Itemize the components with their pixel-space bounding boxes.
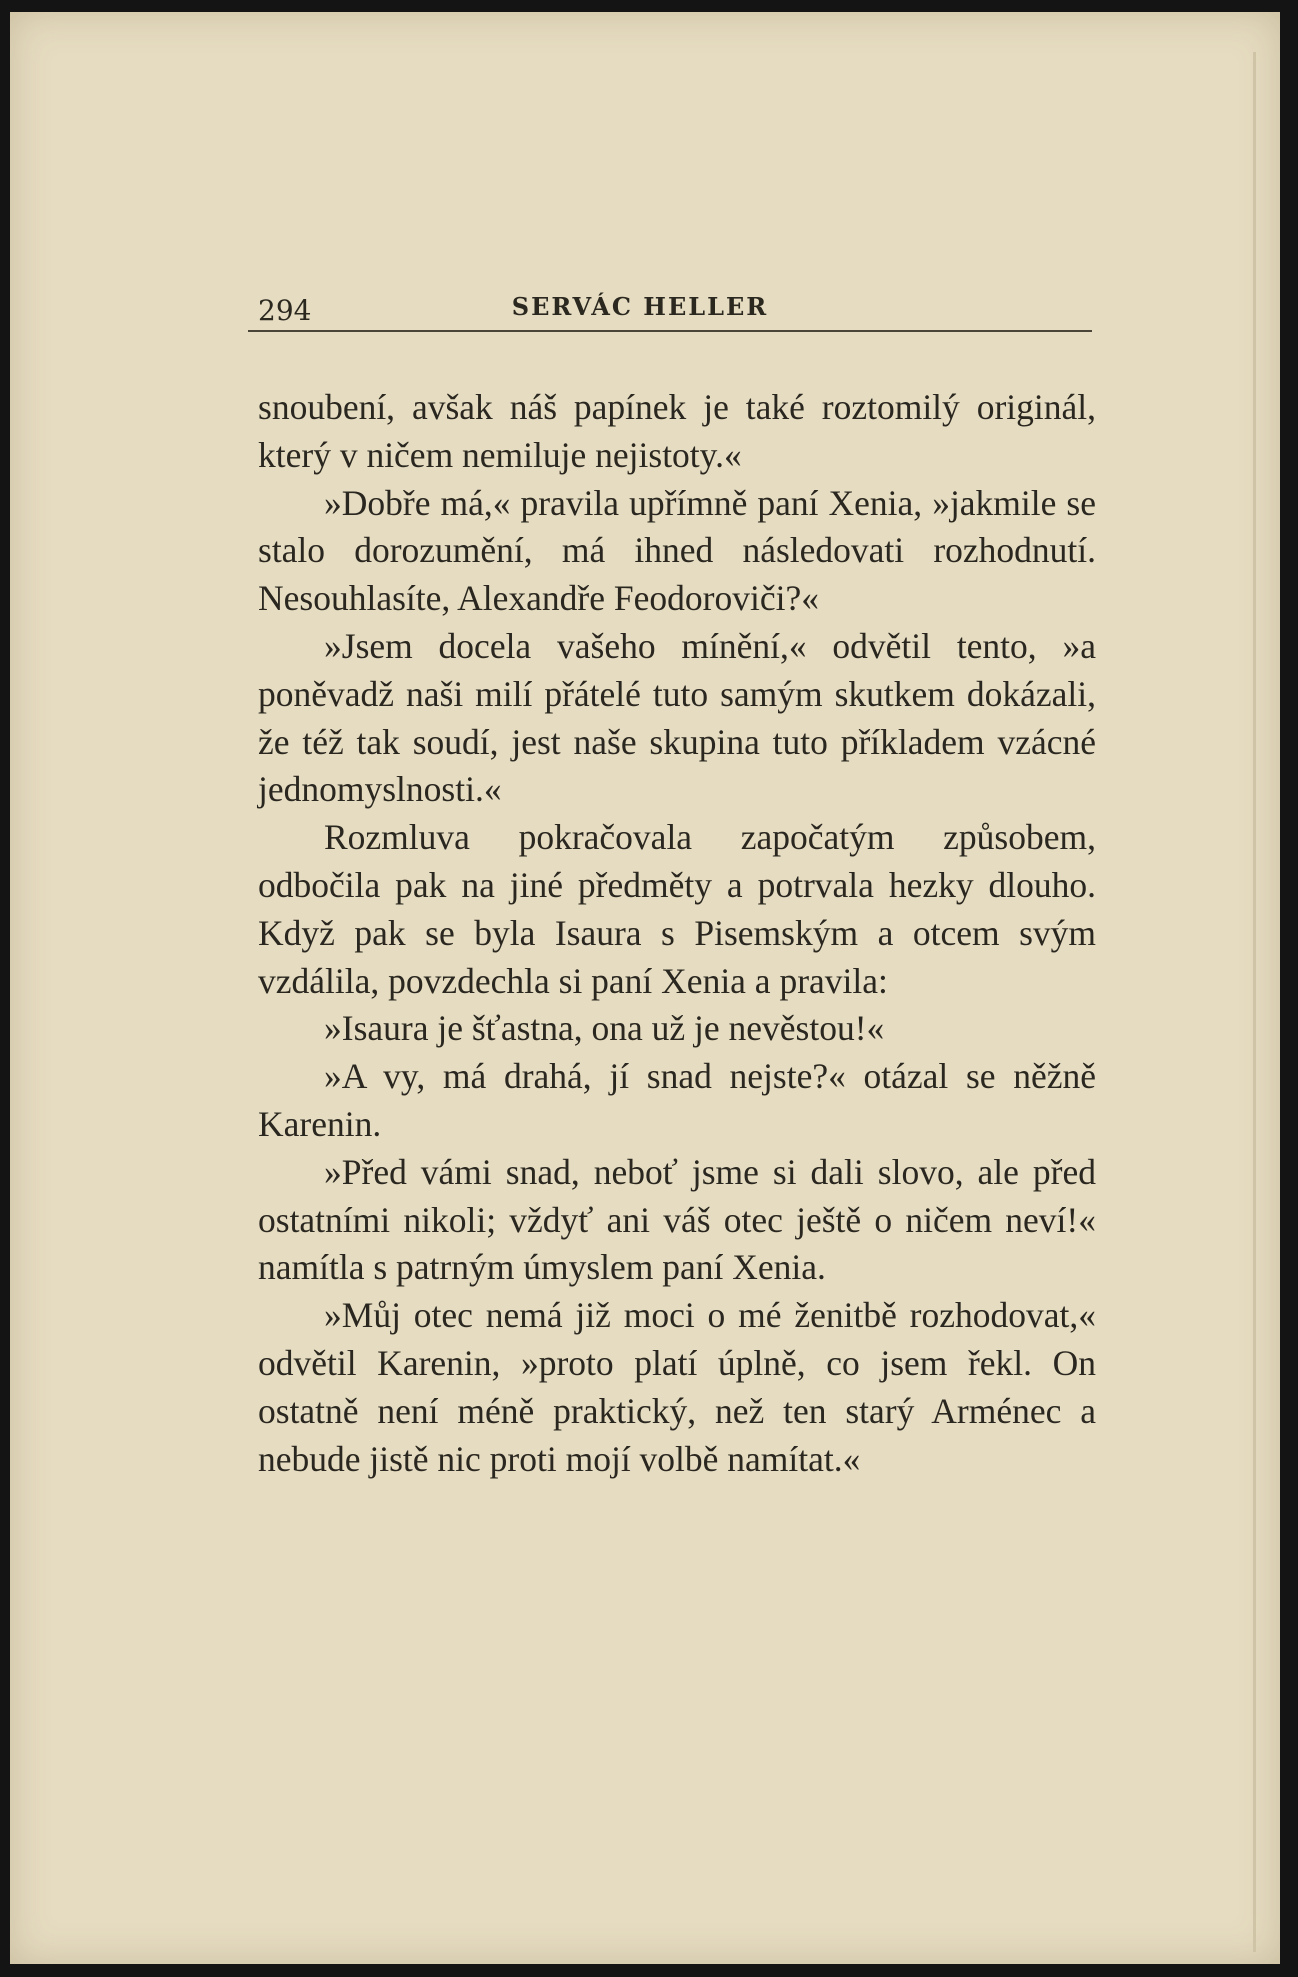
body-text xyxy=(258,384,1096,1483)
paragraph: »Před vámi snad, neboť jsme si dali slovo, ale před ostatními nikoli; vždyť ani váš otec ještě o ničem neví!« namítla s patrným úmyslem paní Xenia. xyxy=(258,1151,1096,1288)
page-number: 294 xyxy=(258,294,312,327)
running-title: SERVÁC HELLER xyxy=(511,292,769,321)
paragraph: »Isaura je šťastna, ona už je nevěstou!« xyxy=(324,1008,885,1049)
book-page xyxy=(10,12,1280,1964)
paragraph: snoubení, avšak náš papínek je také roztomilý originál, který v ničem nemiluje nejistoty.« xyxy=(258,387,1096,475)
paragraph: »Můj otec nemá již moci o mé ženitbě rozhodovat,« odvětil Karenin, »proto platí úplně, co jsem řekl. On ostatně není méně praktický, než ten starý Arménec a nebude jistě nic proti mojí volbě namítat.« xyxy=(258,1295,1096,1479)
paragraph: »Dobře má,« pravila upřímně paní Xenia, »jakmile se stalo dorozumění, má ihned následovati rozhodnutí. Nesouhlasíte, Alexandře Feodoroviči?« xyxy=(258,482,1096,619)
paragraph: »Jsem docela vašeho mínění,« odvětil tento, »a poněvadž naši milí přátelé tuto samým skutkem dokázali, že též tak soudí, jest naše skupina tuto příkladem vzácné jednomyslnosti.« xyxy=(258,625,1096,810)
paragraph: Rozmluva pokračovala započatým způsobem, odbočila pak na jiné předměty a potrvala hezky dlouho. Když pak se byla Isaura s Pisemským a otcem svým vzdálila, povzdechla si paní Xenia a pravila: xyxy=(258,817,1096,1001)
page-header xyxy=(248,290,1092,332)
page-edge xyxy=(1253,52,1256,1952)
paragraph: »A vy, má drahá, jí snad nejste?« otázal se něžně Karenin. xyxy=(258,1056,1096,1144)
